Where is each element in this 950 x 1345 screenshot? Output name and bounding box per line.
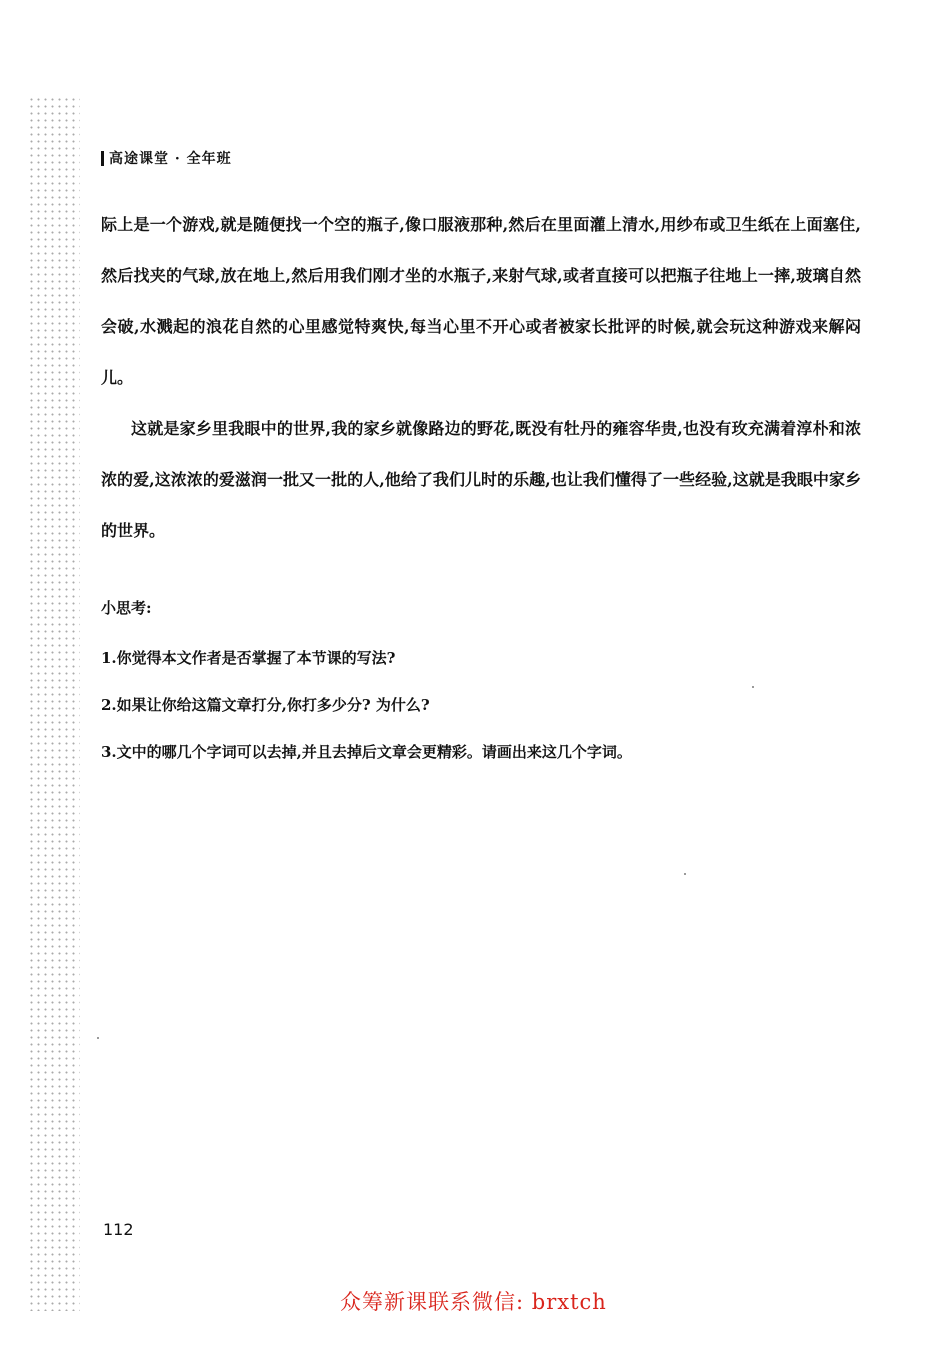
question-item: 2.如果让你给这篇文章打分,你打多少分? 为什么?	[101, 696, 430, 714]
dotted-margin-decoration	[28, 96, 80, 1311]
header-title: 高途课堂 · 全年班	[109, 151, 232, 167]
question-item: 1.你觉得本文作者是否掌握了本节课的写法?	[101, 649, 396, 667]
essay-paragraph: 际上是一个游戏,就是随便找一个空的瓶子,像口服液那种,然后在里面灌上清水,用纱布或卫生纸在上面塞住,然后找夹的气球,放在地上,然后用我们刚才坐的水瓶子,来射气球,或者直接可以把瓶子往地上一摔,玻璃自然会破,水溅起的浪花自然的心里感觉特爽快,每当心里不开心或者被家长批评的时候,就会玩这种游戏来解闷儿。	[101, 215, 861, 387]
scan-speck	[97, 1037, 99, 1039]
page-number: 112	[103, 1220, 134, 1239]
scan-speck	[752, 686, 754, 688]
question-item: 3.文中的哪几个字词可以去掉,并且去掉后文章会更精彩。请画出来这几个字词。	[101, 743, 632, 761]
reflection-section	[101, 596, 861, 787]
reflection-title: 小思考:	[101, 599, 152, 617]
scan-speck	[684, 873, 686, 875]
essay-body	[101, 199, 861, 556]
header-bar-icon	[101, 151, 104, 166]
watermark-text: 众筹新课联系微信: brxtch	[340, 1290, 607, 1314]
essay-paragraph: 这就是家乡里我眼中的世界,我的家乡就像路边的野花,既没有牡丹的雍容华贵,也没有玫充满着淳朴和浓浓的爱,这浓浓的爱滋润一批又一批的人,他给了我们儿时的乐趣,也让我们懂得了一些经验,这就是我眼中家乡的世界。	[101, 419, 861, 540]
running-header	[101, 148, 232, 168]
